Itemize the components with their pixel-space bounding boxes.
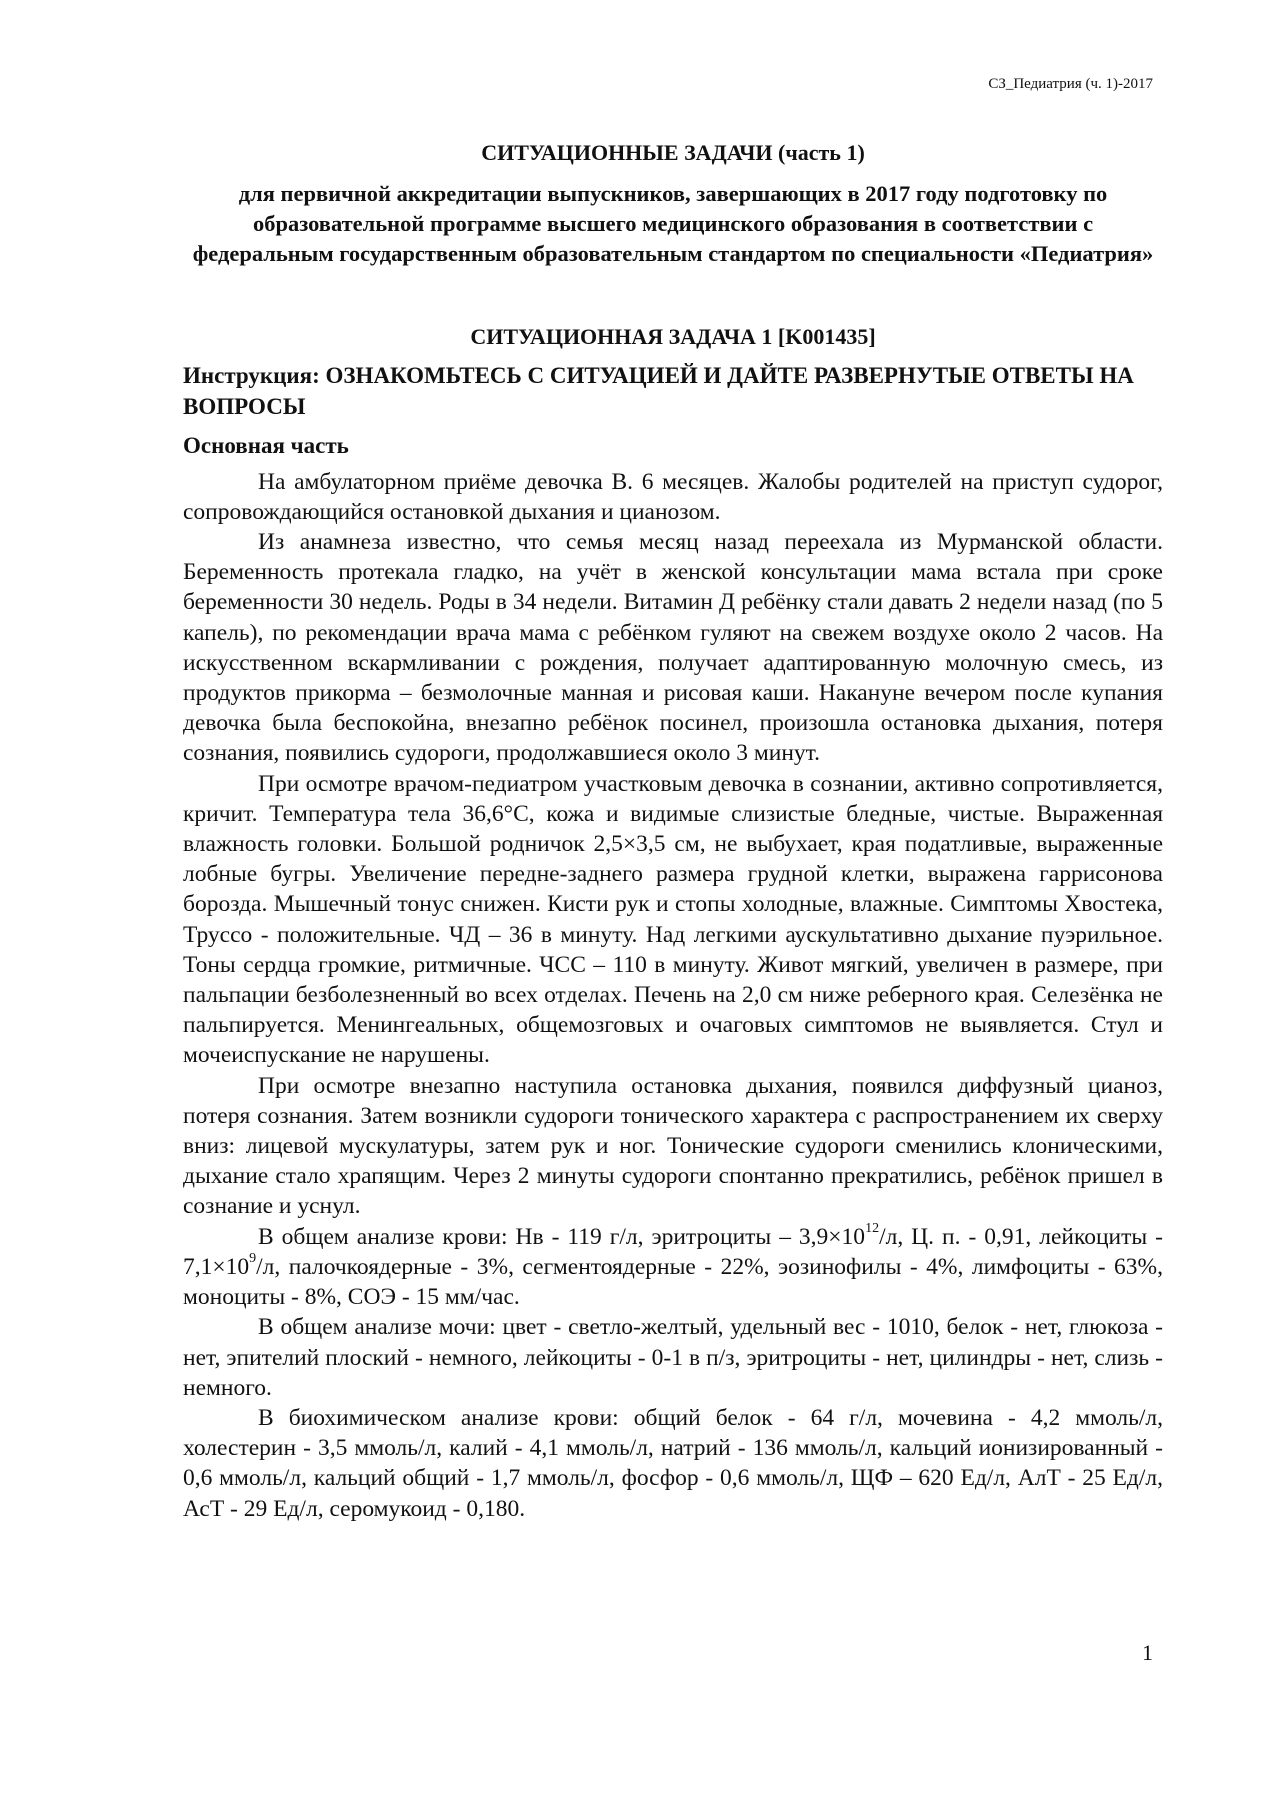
instruction-text: Инструкция: ОЗНАКОМЬТЕСЬ С СИТУАЦИЕЙ И ДАЙТЕ РАЗВЕРНУТЫЕ ОТВЕТЫ НА ВОПРОСЫ xyxy=(183,362,1134,419)
document-code-header: СЗ_Педиатрия (ч. 1)-2017 xyxy=(988,76,1153,92)
paragraph-urine-test: В общем анализе мочи: цвет - светло-желтый, удельный вес - 1010, белок - нет, глюкоза - нет, эпителий плоский - немного, лейкоциты - 0-1 в п/з, эритроциты - нет, цилиндры - нет, слизь - немного. xyxy=(183,1314,1163,1401)
paragraph-biochemistry: В биохимическом анализе крови: общий белок - 64 г/л, мочевина - 4,2 ммоль/л, холестерин - 3,5 ммоль/л, калий - 4,1 ммоль/л, натрий - 136 ммоль/л, кальций ионизированный - 0,6 ммоль/л, кальций общий - 1,7 ммоль/л, фосфор - 0,6 ммоль/л, ЩФ – 620 Ед/л, АлТ - 25 Ед/л, АсТ - 29 Ед/л, серомукоид - 0,180. xyxy=(183,1404,1163,1522)
superscript-9: 9 xyxy=(249,1251,257,1267)
document-body xyxy=(183,138,1163,1524)
document-title: СИТУАЦИОННЫЕ ЗАДАЧИ (часть 1) xyxy=(481,140,865,165)
blood-test-text-3: /л, палочкоядерные - 3%, сегментоядерные - 22%, эозинофилы - 4%, лимфоциты - 63%, моноциты - 8%, СОЭ - 15 мм/час. xyxy=(183,1253,1163,1311)
paragraph-examination: При осмотре врачом-педиатром участковым девочка в сознании, активно сопротивляется, кричит. Температура тела 36,6°С, кожа и видимые слизистые бледные, чистые. Выраженная влажность головки. Большой родничок 2,5×3,5 см, не выбухает, края податливые, выраженные лобные бугры. Увеличение передне-заднего размера грудной клетки, выражена гаррисонова борозда. Мышечный тонус снижен. Кисти рук и стопы холодные, влажные. Симптомы Хвостека, Труссо - положительные. ЧД – 36 в минуту. Над легкими аускультативно дыхание пуэрильное. Тоны сердца громкие, ритмичные. ЧСС – 110 в минуту. Живот мягкий, увеличен в размере, при пальпации безболезненный во всех отделах. Печень на 2,0 см ниже реберного края. Селезёнка не пальпируется. Менингеальных, общемозговых и очаговых симптомов не выявляется. Стул и мочеиспускание не нарушены. xyxy=(183,770,1163,1069)
paragraph-complaints: На амбулаторном приёме девочка В. 6 месяцев. Жалобы родителей на приступ судорог, сопровождающийся остановкой дыхания и цианозом. xyxy=(183,468,1163,525)
document-subtitle: для первичной аккредитации выпускников, завершающих в 2017 году подготовку по образовательной программе высшего медицинского образования в соответствии с федеральным государственным образовательным стандартом по специальности «Педиатрия» xyxy=(192,181,1154,267)
page-number: 1 xyxy=(1142,1640,1153,1665)
section-title: Основная часть xyxy=(183,432,349,458)
paragraph-seizure: При осмотре внезапно наступила остановка дыхания, появился диффузный цианоз, потеря сознания. Затем возникли судороги тонического характера с распространением их сверху вниз: лицевой мускулатуры, затем рук и ног. Тонические судороги сменились клоническими, дыхание стало храпящим. Через 2 минуты судороги спонтанно прекратились, ребёнок пришел в сознание и уснул. xyxy=(183,1072,1163,1220)
blood-test-text-1: В общем анализе крови: Нв - 119 г/л, эритроциты – 3,9×10 xyxy=(258,1223,866,1250)
blood-test-text-2: /л, Ц. п. - 0,91, лейкоциты - 7,1×10 xyxy=(183,1223,1164,1280)
paragraph-anamnesis: Из анамнеза известно, что семья месяц назад переехала из Мурманской области. Беременность протекала гладко, на учёт в женской консультации мама встала при сроке беременности 30 недель. Роды в 34 недели. Витамин Д ребёнку стали давать 2 недели назад (по 5 капель), по рекомендации врача мама с ребёнком гуляют на свежем воздухе около 2 часов. На искусственном вскармливании с рождения, получает адаптированную молочную смесь, из продуктов прикорма – безмолочные манная и рисовая каши. Накануне вечером после купания девочка была беспокойна, внезапно ребёнок посинел, произошла остановка дыхания, потеря сознания, появились судороги, продолжавшиеся около 3 минут. xyxy=(183,529,1163,767)
task-title: СИТУАЦИОННАЯ ЗАДАЧА 1 [K001435] xyxy=(470,323,876,349)
superscript-12: 12 xyxy=(865,1220,880,1236)
paragraph-blood-test xyxy=(183,1222,1163,1313)
